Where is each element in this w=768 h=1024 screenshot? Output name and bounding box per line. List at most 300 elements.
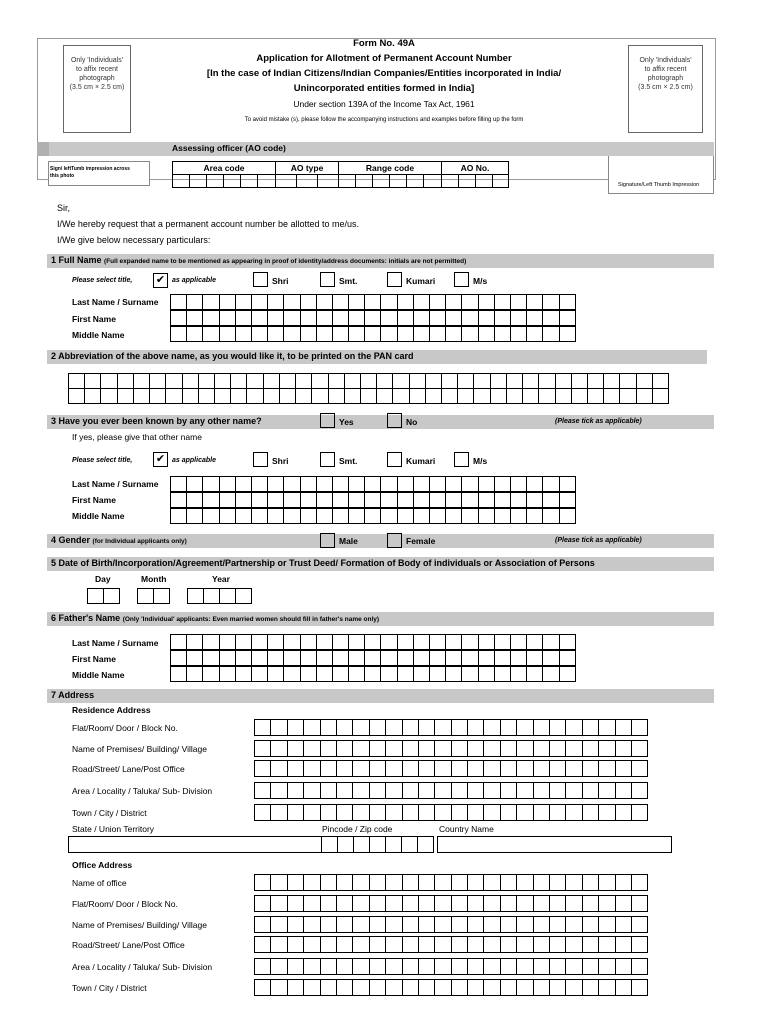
input-cell[interactable] (461, 634, 478, 650)
input-cell[interactable] (186, 634, 203, 650)
input-cell[interactable] (631, 719, 648, 736)
input-cell[interactable] (287, 719, 304, 736)
input-cell[interactable] (348, 634, 365, 650)
input-cell[interactable] (397, 666, 414, 682)
input-cell[interactable] (483, 936, 500, 953)
input-cell[interactable] (510, 492, 527, 508)
ao-code-cell[interactable] (390, 175, 407, 188)
input-cell[interactable] (283, 634, 300, 650)
input-cell[interactable] (270, 874, 287, 891)
input-cell[interactable] (429, 310, 446, 326)
input-cell[interactable] (526, 310, 543, 326)
input-cell[interactable] (270, 958, 287, 975)
input-cell[interactable] (559, 310, 576, 326)
ao-code-cell[interactable] (442, 175, 459, 188)
input-cell[interactable] (434, 895, 451, 912)
input-cell[interactable] (385, 836, 402, 853)
input-cell[interactable] (615, 958, 632, 975)
input-cell[interactable] (516, 958, 533, 975)
input-cell[interactable] (267, 634, 284, 650)
input-cell[interactable] (300, 294, 317, 310)
input-cell[interactable] (186, 326, 203, 342)
input-cell[interactable] (397, 310, 414, 326)
pincode-grid[interactable] (321, 836, 434, 853)
input-cell[interactable] (251, 310, 268, 326)
input-cell[interactable] (165, 373, 182, 389)
input-cell[interactable] (473, 373, 490, 389)
ao-code-cell[interactable] (207, 175, 224, 188)
input-cell[interactable] (582, 782, 599, 799)
input-cell[interactable] (603, 373, 620, 389)
ao-code-cell[interactable] (224, 175, 241, 188)
input-cell[interactable] (615, 874, 632, 891)
input-cell[interactable] (303, 874, 320, 891)
input-cell[interactable] (316, 492, 333, 508)
input-cell[interactable] (287, 895, 304, 912)
input-cell[interactable] (538, 373, 555, 389)
input-cell[interactable] (441, 373, 458, 389)
input-cell[interactable] (332, 634, 349, 650)
input-cell[interactable] (254, 760, 271, 777)
input-cell[interactable] (582, 740, 599, 757)
gender-male-checkbox[interactable] (320, 533, 335, 548)
input-cell[interactable] (526, 508, 543, 524)
input-cell[interactable] (117, 373, 134, 389)
input-cell[interactable] (235, 666, 252, 682)
input-cell[interactable] (533, 760, 550, 777)
input-cell[interactable] (170, 508, 187, 524)
input-cell[interactable] (409, 373, 426, 389)
input-cell[interactable] (397, 326, 414, 342)
input-cell[interactable] (320, 936, 337, 953)
input-cell[interactable] (336, 958, 353, 975)
input-cell[interactable] (369, 895, 386, 912)
input-cell[interactable] (565, 874, 582, 891)
input-cell[interactable] (510, 508, 527, 524)
input-cell[interactable] (598, 740, 615, 757)
input-cell[interactable] (202, 650, 219, 666)
input-cell[interactable] (582, 804, 599, 821)
input-cell[interactable] (267, 666, 284, 682)
input-cell[interactable] (380, 666, 397, 682)
title-checkbox-smt[interactable] (320, 272, 335, 287)
input-cell[interactable] (267, 650, 284, 666)
input-cell[interactable] (369, 760, 386, 777)
ao-code-cell[interactable] (459, 175, 476, 188)
input-cell[interactable] (445, 294, 462, 310)
input-cell[interactable] (320, 719, 337, 736)
input-cell[interactable] (598, 804, 615, 821)
input-cell[interactable] (100, 388, 117, 404)
input-cell[interactable] (429, 650, 446, 666)
input-cell[interactable] (202, 476, 219, 492)
input-cell[interactable] (344, 388, 361, 404)
input-cell[interactable] (559, 294, 576, 310)
input-cell[interactable] (510, 310, 527, 326)
input-cell[interactable] (369, 836, 386, 853)
input-cell[interactable] (451, 874, 468, 891)
input-cell[interactable] (461, 326, 478, 342)
off-area-grid[interactable] (254, 958, 648, 975)
input-cell[interactable] (571, 373, 588, 389)
input-cell[interactable] (385, 958, 402, 975)
input-cell[interactable] (533, 740, 550, 757)
input-cell[interactable] (434, 874, 451, 891)
input-cell[interactable] (494, 650, 511, 666)
input-cell[interactable] (402, 916, 419, 933)
input-cell[interactable] (615, 895, 632, 912)
input-cell[interactable] (300, 310, 317, 326)
input-cell[interactable] (418, 936, 435, 953)
input-cell[interactable] (445, 492, 462, 508)
input-cell[interactable] (352, 979, 369, 996)
input-cell[interactable] (467, 782, 484, 799)
input-cell[interactable] (598, 979, 615, 996)
input-cell[interactable] (516, 936, 533, 953)
input-cell[interactable] (332, 650, 349, 666)
input-cell[interactable] (385, 719, 402, 736)
input-cell[interactable] (283, 650, 300, 666)
input-cell[interactable] (380, 326, 397, 342)
input-cell[interactable] (283, 476, 300, 492)
input-cell[interactable] (186, 650, 203, 666)
input-cell[interactable] (526, 294, 543, 310)
res-area-grid[interactable] (254, 782, 648, 799)
input-cell[interactable] (510, 650, 527, 666)
input-cell[interactable] (165, 388, 182, 404)
input-cell[interactable] (451, 895, 468, 912)
input-cell[interactable] (559, 326, 576, 342)
input-cell[interactable] (434, 740, 451, 757)
input-cell[interactable] (500, 979, 517, 996)
input-cell[interactable] (369, 804, 386, 821)
input-cell[interactable] (549, 719, 566, 736)
off-road-grid[interactable] (254, 936, 648, 953)
input-cell[interactable] (364, 634, 381, 650)
input-cell[interactable] (202, 508, 219, 524)
input-cell[interactable] (202, 666, 219, 682)
input-cell[interactable] (316, 508, 333, 524)
input-cell[interactable] (287, 979, 304, 996)
input-cell[interactable] (516, 760, 533, 777)
input-cell[interactable] (582, 958, 599, 975)
input-cell[interactable] (149, 373, 166, 389)
input-cell[interactable] (559, 476, 576, 492)
input-cell[interactable] (500, 719, 517, 736)
input-cell[interactable] (267, 476, 284, 492)
input-cell[interactable] (434, 782, 451, 799)
input-cell[interactable] (461, 476, 478, 492)
input-cell[interactable] (348, 326, 365, 342)
input-cell[interactable] (328, 373, 345, 389)
input-cell[interactable] (542, 476, 559, 492)
title-checkbox-shri-2[interactable] (253, 452, 268, 467)
input-cell[interactable] (235, 476, 252, 492)
input-cell[interactable] (631, 782, 648, 799)
title-checkbox-shri[interactable] (253, 272, 268, 287)
input-cell[interactable] (352, 936, 369, 953)
input-cell[interactable] (451, 916, 468, 933)
input-cell[interactable] (451, 760, 468, 777)
other-first-name-grid[interactable] (170, 492, 576, 508)
input-cell[interactable] (631, 958, 648, 975)
input-cell[interactable] (483, 740, 500, 757)
input-cell[interactable] (254, 916, 271, 933)
photo-box-right[interactable]: Only 'Individuals' to affix recent photograph (3.5 cm × 2.5 cm) (628, 45, 703, 133)
input-cell[interactable] (516, 979, 533, 996)
off-flat-grid[interactable] (254, 895, 648, 912)
input-cell[interactable] (336, 782, 353, 799)
input-cell[interactable] (235, 634, 252, 650)
input-cell[interactable] (369, 782, 386, 799)
input-cell[interactable] (186, 310, 203, 326)
input-cell[interactable] (336, 804, 353, 821)
input-cell[interactable] (348, 492, 365, 508)
input-cell[interactable] (214, 388, 231, 404)
input-cell[interactable] (235, 650, 252, 666)
state-input[interactable] (68, 836, 322, 853)
input-cell[interactable] (219, 476, 236, 492)
input-cell[interactable] (603, 388, 620, 404)
father-first-name-grid[interactable] (170, 650, 576, 666)
input-cell[interactable] (352, 874, 369, 891)
country-input[interactable] (437, 836, 672, 853)
title-checkbox-kumari[interactable] (387, 272, 402, 287)
input-cell[interactable] (246, 373, 263, 389)
input-cell[interactable] (300, 634, 317, 650)
input-cell[interactable] (413, 650, 430, 666)
input-cell[interactable] (434, 760, 451, 777)
input-cell[interactable] (510, 634, 527, 650)
input-cell[interactable] (445, 326, 462, 342)
input-cell[interactable] (153, 588, 170, 604)
input-cell[interactable] (316, 650, 333, 666)
pan-abbreviation-row-1[interactable] (68, 373, 669, 389)
input-cell[interactable] (385, 740, 402, 757)
input-cell[interactable] (451, 719, 468, 736)
input-cell[interactable] (270, 895, 287, 912)
input-cell[interactable] (186, 476, 203, 492)
input-cell[interactable] (429, 476, 446, 492)
input-cell[interactable] (385, 895, 402, 912)
input-cell[interactable] (490, 388, 507, 404)
input-cell[interactable] (598, 936, 615, 953)
input-cell[interactable] (295, 373, 312, 389)
input-cell[interactable] (533, 936, 550, 953)
input-cell[interactable] (376, 388, 393, 404)
input-cell[interactable] (320, 760, 337, 777)
input-cell[interactable] (467, 804, 484, 821)
input-cell[interactable] (413, 326, 430, 342)
input-cell[interactable] (417, 836, 434, 853)
input-cell[interactable] (254, 936, 271, 953)
input-cell[interactable] (516, 740, 533, 757)
input-cell[interactable] (402, 958, 419, 975)
input-cell[interactable] (598, 782, 615, 799)
input-cell[interactable] (385, 916, 402, 933)
input-cell[interactable] (300, 650, 317, 666)
input-cell[interactable] (494, 326, 511, 342)
input-cell[interactable] (461, 492, 478, 508)
input-cell[interactable] (320, 782, 337, 799)
input-cell[interactable] (615, 760, 632, 777)
input-cell[interactable] (461, 666, 478, 682)
input-cell[interactable] (418, 958, 435, 975)
input-cell[interactable] (251, 634, 268, 650)
input-cell[interactable] (467, 874, 484, 891)
input-cell[interactable] (425, 388, 442, 404)
input-cell[interactable] (402, 760, 419, 777)
input-cell[interactable] (369, 916, 386, 933)
input-cell[interactable] (303, 979, 320, 996)
input-cell[interactable] (336, 874, 353, 891)
input-cell[interactable] (631, 979, 648, 996)
input-cell[interactable] (549, 895, 566, 912)
input-cell[interactable] (295, 388, 312, 404)
input-cell[interactable] (418, 874, 435, 891)
input-cell[interactable] (202, 294, 219, 310)
input-cell[interactable] (565, 958, 582, 975)
input-cell[interactable] (533, 979, 550, 996)
input-cell[interactable] (533, 895, 550, 912)
input-cell[interactable] (287, 782, 304, 799)
input-cell[interactable] (516, 895, 533, 912)
input-cell[interactable] (344, 373, 361, 389)
input-cell[interactable] (582, 760, 599, 777)
input-cell[interactable] (300, 666, 317, 682)
input-cell[interactable] (235, 588, 252, 604)
input-cell[interactable] (316, 634, 333, 650)
input-cell[interactable] (182, 388, 199, 404)
input-cell[interactable] (283, 294, 300, 310)
input-cell[interactable] (549, 916, 566, 933)
other-name-yes-checkbox[interactable] (320, 413, 335, 428)
input-cell[interactable] (397, 476, 414, 492)
dob-year-grid[interactable] (187, 588, 252, 604)
input-cell[interactable] (533, 804, 550, 821)
input-cell[interactable] (392, 388, 409, 404)
input-cell[interactable] (434, 804, 451, 821)
input-cell[interactable] (418, 804, 435, 821)
input-cell[interactable] (615, 740, 632, 757)
input-cell[interactable] (559, 492, 576, 508)
office-name-grid[interactable] (254, 874, 648, 891)
input-cell[interactable] (473, 388, 490, 404)
input-cell[interactable] (559, 666, 576, 682)
input-cell[interactable] (364, 650, 381, 666)
input-cell[interactable] (413, 310, 430, 326)
input-cell[interactable] (429, 294, 446, 310)
res-premises-grid[interactable] (254, 740, 648, 757)
middle-name-grid[interactable] (170, 326, 576, 342)
input-cell[interactable] (582, 874, 599, 891)
input-cell[interactable] (445, 310, 462, 326)
input-cell[interactable] (478, 326, 495, 342)
input-cell[interactable] (385, 979, 402, 996)
input-cell[interactable] (631, 916, 648, 933)
input-cell[interactable] (364, 326, 381, 342)
input-cell[interactable] (516, 874, 533, 891)
ao-code-cell[interactable] (258, 175, 276, 188)
input-cell[interactable] (170, 294, 187, 310)
input-cell[interactable] (500, 874, 517, 891)
input-cell[interactable] (500, 740, 517, 757)
input-cell[interactable] (636, 373, 653, 389)
title-checkbox-default-2[interactable]: ✔ (153, 452, 168, 467)
input-cell[interactable] (483, 916, 500, 933)
input-cell[interactable] (542, 666, 559, 682)
ao-code-cell[interactable] (276, 175, 297, 188)
input-cell[interactable] (254, 958, 271, 975)
input-cell[interactable] (500, 936, 517, 953)
input-cell[interactable] (68, 373, 85, 389)
input-cell[interactable] (303, 782, 320, 799)
input-cell[interactable] (500, 958, 517, 975)
input-cell[interactable] (300, 476, 317, 492)
input-cell[interactable] (320, 804, 337, 821)
ao-code-cell[interactable] (318, 175, 339, 188)
input-cell[interactable] (402, 936, 419, 953)
input-cell[interactable] (542, 508, 559, 524)
pan-abbreviation-row-2[interactable] (68, 388, 669, 404)
ao-code-cell[interactable] (407, 175, 424, 188)
input-cell[interactable] (457, 388, 474, 404)
input-cell[interactable] (451, 979, 468, 996)
input-cell[interactable] (137, 588, 154, 604)
input-cell[interactable] (202, 310, 219, 326)
input-cell[interactable] (353, 836, 370, 853)
input-cell[interactable] (380, 508, 397, 524)
ao-code-cell[interactable] (356, 175, 373, 188)
input-cell[interactable] (549, 740, 566, 757)
input-cell[interactable] (500, 782, 517, 799)
input-cell[interactable] (385, 936, 402, 953)
input-cell[interactable] (429, 634, 446, 650)
input-cell[interactable] (559, 634, 576, 650)
input-cell[interactable] (352, 740, 369, 757)
input-cell[interactable] (542, 650, 559, 666)
input-cell[interactable] (467, 936, 484, 953)
input-cell[interactable] (186, 294, 203, 310)
input-cell[interactable] (549, 979, 566, 996)
input-cell[interactable] (565, 782, 582, 799)
father-last-name-grid[interactable] (170, 634, 576, 650)
input-cell[interactable] (348, 476, 365, 492)
input-cell[interactable] (219, 326, 236, 342)
input-cell[interactable] (369, 979, 386, 996)
input-cell[interactable] (133, 373, 150, 389)
input-cell[interactable] (526, 326, 543, 342)
input-cell[interactable] (413, 666, 430, 682)
input-cell[interactable] (409, 388, 426, 404)
input-cell[interactable] (549, 958, 566, 975)
input-cell[interactable] (461, 310, 478, 326)
input-cell[interactable] (467, 740, 484, 757)
input-cell[interactable] (402, 895, 419, 912)
input-cell[interactable] (267, 508, 284, 524)
input-cell[interactable] (434, 719, 451, 736)
input-cell[interactable] (402, 740, 419, 757)
input-cell[interactable] (631, 740, 648, 757)
input-cell[interactable] (587, 388, 604, 404)
input-cell[interactable] (219, 508, 236, 524)
ao-code-cell[interactable] (297, 175, 318, 188)
input-cell[interactable] (418, 719, 435, 736)
input-cell[interactable] (451, 804, 468, 821)
input-cell[interactable] (267, 326, 284, 342)
input-cell[interactable] (270, 719, 287, 736)
input-cell[interactable] (483, 958, 500, 975)
